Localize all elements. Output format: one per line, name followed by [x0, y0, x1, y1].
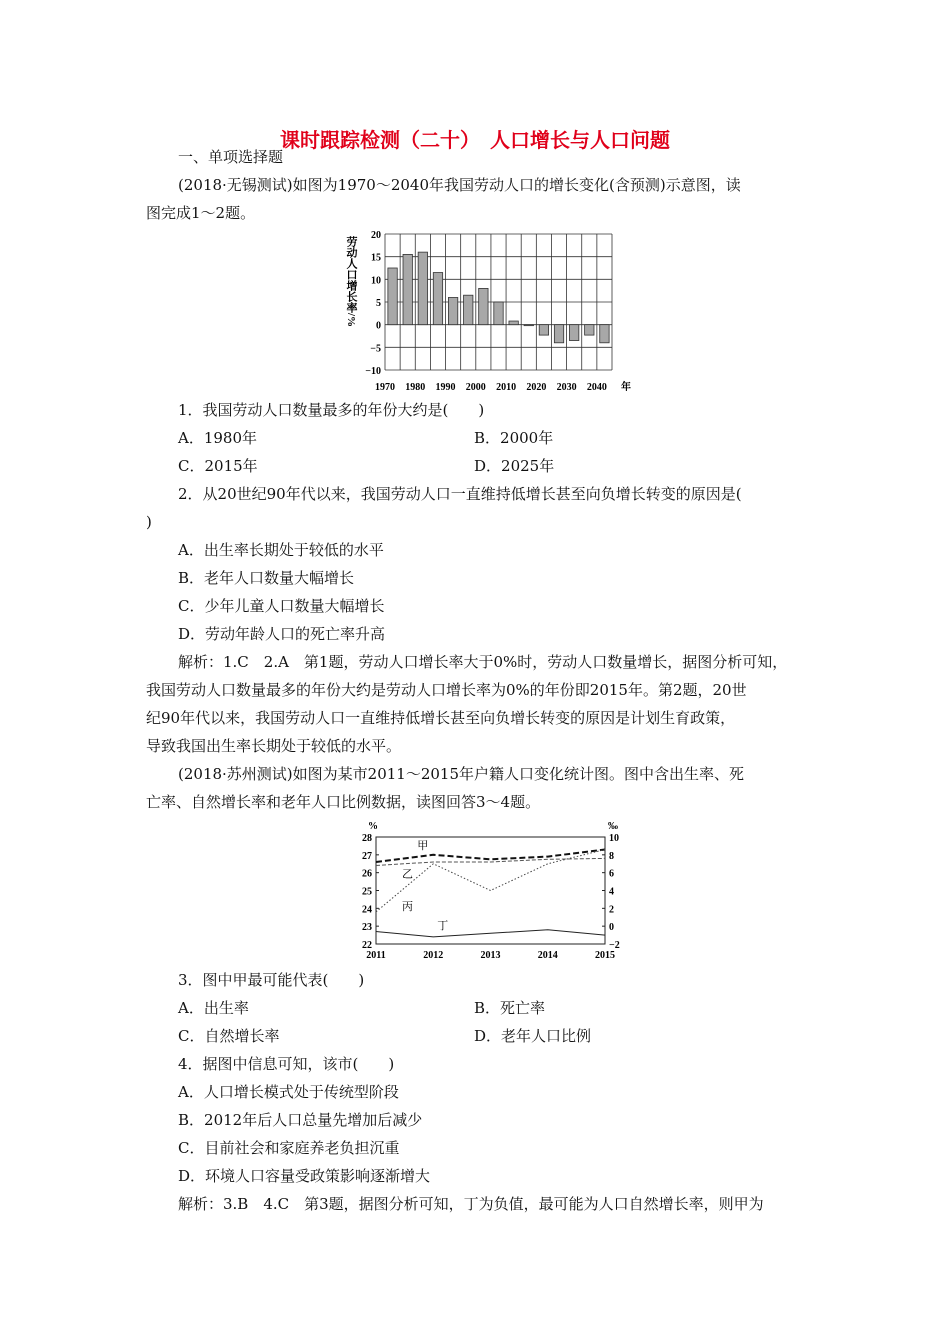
question-4-option-b: B．2012年后人口总量先增加后减少 [178, 1111, 423, 1129]
analysis-1-line-1: 解析：1.C 2.A 第1题，劳动人口增长率大于0%时，劳动人口数量增长，据图分析可知， [178, 653, 788, 671]
page-title: 课时跟踪检测（二十） 人口增长与人口问题 [280, 128, 670, 152]
bar-xtick-label: 1970 [375, 382, 395, 393]
bar [539, 325, 548, 335]
line-xtick-label: 2011 [366, 950, 386, 961]
bar [479, 288, 488, 324]
bar-xtick-label: 2000 [465, 382, 486, 393]
question-2-stem-line-2: ) [146, 513, 152, 531]
bar [494, 302, 503, 325]
question-2-option-c: C．少年儿童人口数量大幅增长 [178, 597, 385, 615]
question-3-option-d: D．老年人口比例 [474, 1027, 592, 1045]
bar-ytick-label: 5 [376, 298, 381, 309]
question-4-option-c: C．目前社会和家庭养老负担沉重 [178, 1139, 400, 1157]
line-right-tick-label: 2 [609, 904, 614, 916]
analysis-1-line-3: 纪90年代以来，我国劳动人口一直维持低增长甚至向负增长转变的原因是计划生育政策， [146, 709, 736, 727]
question-2-option-d: D．劳动年龄人口的死亡率升高 [178, 625, 386, 643]
series-label: 丁 [437, 919, 449, 932]
bar-ytick-label: 0 [376, 320, 381, 332]
bar-chart-bars [388, 252, 609, 343]
question-3-option-c: C．自然增长率 [178, 1027, 280, 1045]
line-left-tick-label: 22 [362, 940, 372, 951]
line-right-tick-label: 6 [609, 868, 614, 880]
intro-2-line-2: 亡率、自然增长率和老年人口比例数据，读图回答3～4题。 [146, 793, 541, 811]
bar-ytick-label: −10 [365, 366, 381, 377]
series-label: 乙 [402, 868, 413, 881]
question-3-stem: 3．图中甲最可能代表( ) [178, 971, 365, 989]
bar-ytick-label: −5 [370, 343, 381, 355]
question-3-option-a: A．出生率 [178, 999, 249, 1017]
series-line-丁 [376, 930, 605, 937]
bar [448, 297, 457, 324]
line-xtick-label: 2014 [537, 950, 558, 961]
bar-xtick-label: 2010 [496, 382, 517, 393]
question-4-option-d: D．环境人口容量受政策影响逐渐增大 [178, 1167, 431, 1185]
analysis-2-line-1: 解析：3.B 4.C 第3题，据图分析可知，丁为负值，最可能为人口自然增长率，则甲为 [178, 1195, 764, 1213]
line-left-tick-label: 28 [362, 833, 372, 844]
series-label: 甲 [417, 839, 429, 852]
line-left-tick-label: 24 [362, 904, 372, 916]
line-left-tick-label: 25 [362, 886, 372, 898]
bar-xtick-label: 2030 [556, 382, 577, 393]
bar-xtick-label: 2020 [526, 382, 547, 393]
line-xtick-label: 2015 [595, 950, 615, 961]
bar-chart-ylabel: 劳动人口增长率/% [345, 236, 357, 328]
bar [554, 325, 563, 343]
bar-chart-xlabel: 年 [621, 382, 631, 393]
analysis-1-line-2: 我国劳动人口数量最多的年份大约是劳动人口增长率为0%的年份即2015年。第2题，20世 [146, 681, 747, 699]
line-right-tick-label: 8 [609, 850, 614, 862]
analysis-1-line-4: 导致我国出生率长期处于较低的水平。 [146, 737, 402, 755]
line-left-tick-label: 27 [362, 850, 372, 862]
labor-growth-bar-chart [340, 228, 640, 396]
bar-ytick-label: 10 [371, 275, 381, 287]
line-left-tick-label: 26 [362, 868, 372, 880]
line-chart-series [376, 850, 605, 937]
intro-2-line-1: (2018·苏州测试)如图为某市2011～2015年户籍人口变化统计图。图中含出生率、死 [178, 765, 744, 783]
section-heading: 一、单项选择题 [178, 148, 284, 166]
population-line-chart [352, 818, 632, 968]
line-right-tick-label: 4 [609, 886, 614, 898]
bar-ytick-label: 20 [371, 230, 381, 241]
bar-ytick-label: 15 [371, 252, 381, 264]
intro-1-line-2: 图完成1～2题。 [146, 204, 256, 222]
line-right-tick-label: 10 [609, 833, 619, 844]
question-4-stem: 4．据图中信息可知，该市( ) [178, 1055, 395, 1073]
bar [600, 325, 609, 343]
series-line-乙 [376, 858, 605, 865]
intro-1-line-1: (2018·无锡测试)如图为1970～2040年我国劳动人口的增长变化(含预测)示意图，读 [178, 176, 741, 194]
bar [464, 295, 473, 324]
question-1-option-a: A．1980年 [178, 429, 258, 447]
question-1-option-c: C．2015年 [178, 457, 258, 475]
bar-xtick-label: 1980 [405, 382, 426, 393]
question-4-option-a: A．人口增长模式处于传统型阶段 [178, 1083, 399, 1101]
line-xtick-label: 2013 [480, 950, 501, 961]
line-right-tick-label: 0 [609, 922, 614, 934]
question-2-stem-line-1: 2．从20世纪90年代以来，我国劳动人口一直维持低增长甚至向负增长转变的原因是( [178, 485, 742, 503]
line-left-tick-label: 23 [362, 922, 372, 934]
line-chart-series-labels [402, 839, 448, 932]
bar-xtick-label: 2040 [586, 382, 607, 393]
bar [388, 268, 397, 325]
line-chart-left-unit: % [368, 821, 378, 832]
bar [418, 252, 427, 325]
bar [433, 273, 442, 325]
line-chart-right-unit: ‰ [608, 821, 618, 832]
series-line-甲 [376, 850, 605, 863]
line-right-tick-label: −2 [609, 940, 620, 951]
series-label: 丙 [402, 900, 413, 913]
question-3-option-b: B．死亡率 [474, 999, 546, 1017]
bar [403, 254, 412, 324]
question-1-option-d: D．2025年 [474, 457, 555, 475]
bar [569, 325, 578, 341]
line-xtick-label: 2012 [423, 950, 444, 961]
bar [509, 321, 518, 325]
bar [585, 325, 594, 335]
bar-xtick-label: 1990 [435, 382, 456, 393]
question-2-option-b: B．老年人口数量大幅增长 [178, 569, 355, 587]
bar [524, 325, 533, 326]
question-1-option-b: B．2000年 [474, 429, 554, 447]
line-chart-ticks [362, 833, 620, 961]
question-1-stem: 1．我国劳动人口数量最多的年份大约是( ) [178, 401, 485, 419]
question-2-option-a: A．出生率长期处于较低的水平 [178, 541, 384, 559]
